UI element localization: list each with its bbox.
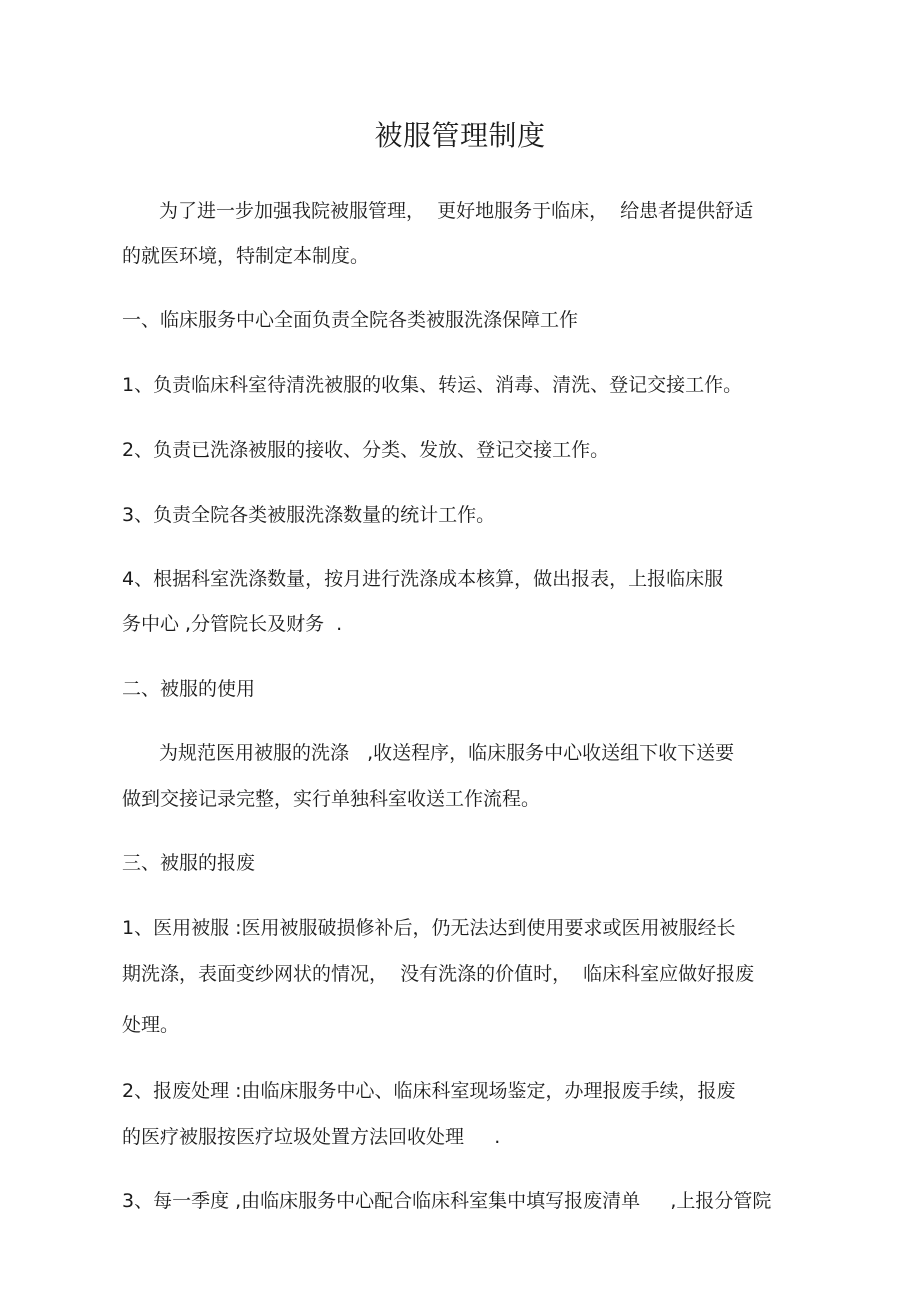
document-title: 被服管理制度 (374, 119, 546, 152)
paragraph-line: 的就医环境，特制定本制度。 (122, 245, 370, 267)
list-item-continuation: 期洗涤，表面变纱网状的情况， 没有洗涤的价值时， 临床科室应做好报废 (122, 963, 755, 985)
paragraph-line: 为规范医用被服的洗涤 ,收送程序，临床服务中心收送组下收下送要 (140, 742, 735, 764)
list-item: 3、负责全院各类被服洗涤数量的统计工作。 (122, 504, 496, 526)
list-item: 1、负责临床科室待清洗被服的收集、转运、消毒、清洗、登记交接工作。 (122, 374, 743, 396)
list-item: 2、负责已洗涤被服的接收、分类、发放、登记交接工作。 (122, 439, 610, 461)
list-item: 3、每一季度 ,由临床服务中心配合临床科室集中填写报废清单 ,上报分管院 (122, 1190, 772, 1212)
section-heading: 一、临床服务中心全面负责全院各类被服洗涤保障工作 (122, 309, 579, 331)
paragraph-line: 做到交接记录完整，实行单独科室收送工作流程。 (122, 788, 541, 810)
section-heading: 二、被服的使用 (122, 678, 256, 700)
section-heading: 三、被服的报废 (122, 852, 256, 874)
list-item-continuation: 务中心 ,分管院长及财务 . (122, 613, 343, 635)
list-item: 2、报废处理 :由临床服务中心、临床科室现场鉴定，办理报废手续，报废 (122, 1080, 736, 1102)
list-item-continuation: 的医疗被服按医疗垃圾处置方法回收处理 . (122, 1126, 501, 1148)
list-item: 1、医用被服 :医用被服破损修补后，仍无法达到使用要求或医用被服经长 (122, 917, 736, 939)
list-item: 4、根据科室洗涤数量，按月进行洗涤成本核算，做出报表，上报临床服 (122, 568, 724, 590)
list-item-continuation: 处理。 (122, 1014, 180, 1036)
paragraph-line: 为了进一步加强我院被服管理， 更好地服务于临床， 给患者提供舒适 (140, 200, 754, 222)
